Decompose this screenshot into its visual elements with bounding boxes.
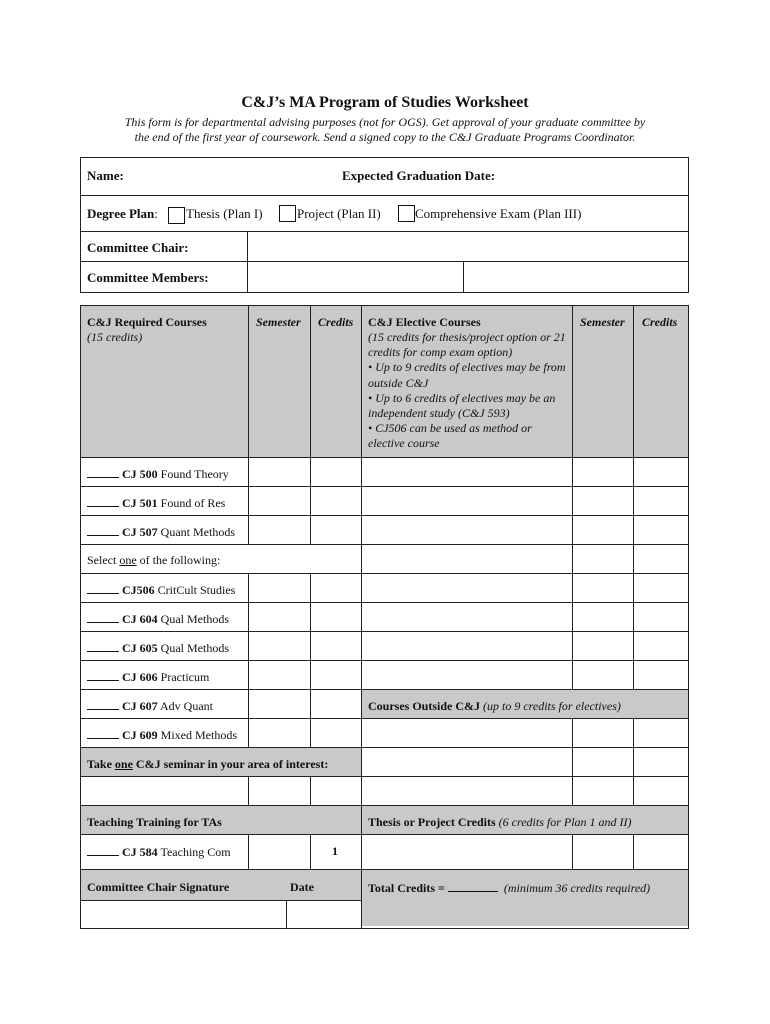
check-blank[interactable] xyxy=(87,495,119,507)
course-name: Teaching Com xyxy=(160,845,231,859)
elective-courses-title: C&J Elective Courses xyxy=(368,315,481,329)
select-one-instruction xyxy=(87,553,220,568)
elective-note: • CJ506 can be used as method or elective course xyxy=(368,421,532,451)
elective-notes xyxy=(368,330,568,452)
check-blank[interactable] xyxy=(87,466,119,478)
committee-chair-signature-label: Committee Chair Signature xyxy=(87,880,230,894)
thesis-title: Thesis or Project Credits xyxy=(368,815,496,829)
course-row-cj609 xyxy=(87,727,237,743)
signature-date-label: Date xyxy=(290,880,314,894)
seminar-prefix: Take xyxy=(87,757,115,771)
course-name: Quant Methods xyxy=(160,525,235,539)
elective-semester-header: Semester xyxy=(580,315,625,329)
course-row-cj606 xyxy=(87,669,209,685)
elective-note: (15 credits for thesis/project option or 21 credits for comp exam option) xyxy=(368,330,566,360)
course-name: CritCult Studies xyxy=(157,583,236,597)
total-label: Total Credits = xyxy=(368,881,445,895)
check-blank[interactable] xyxy=(87,611,119,623)
committee-chair-label: Committee Chair: xyxy=(87,240,189,255)
check-blank[interactable] xyxy=(87,698,119,710)
required-courses-title: C&J Required Courses xyxy=(87,315,207,329)
seminar-instruction xyxy=(87,757,328,772)
elective-credits-header: Credits xyxy=(642,315,678,329)
intro-text xyxy=(100,115,670,145)
course-code: CJ 501 xyxy=(122,496,158,510)
page-title: C&J’s MA Program of Studies Worksheet xyxy=(241,94,529,111)
cj584-credits: 1 xyxy=(332,844,338,858)
degree-plan-label xyxy=(87,206,158,222)
course-name: Qual Methods xyxy=(160,641,229,655)
course-name: Qual Methods xyxy=(160,612,229,626)
course-name: Adv Quant xyxy=(160,699,214,713)
required-semester-header: Semester xyxy=(256,315,301,329)
thesis-project-credits-header xyxy=(368,815,632,830)
required-credits-header: Credits xyxy=(318,315,354,329)
thesis-note: (6 credits for Plan 1 and II) xyxy=(498,815,632,829)
select-prefix: Select xyxy=(87,553,120,567)
course-row-cj607 xyxy=(87,698,213,714)
outside-note: (up to 9 credits for electives) xyxy=(483,699,621,713)
course-code: CJ 604 xyxy=(122,612,158,626)
check-blank[interactable] xyxy=(87,727,119,739)
degree-plan-text: Degree Plan xyxy=(87,206,155,221)
course-row-cj605 xyxy=(87,640,229,656)
committee-member-field-1[interactable] xyxy=(249,263,462,291)
committee-member-field-2[interactable] xyxy=(465,263,687,291)
signature-date-field[interactable] xyxy=(288,902,360,927)
course-row-cj604 xyxy=(87,611,229,627)
project-option-label: Project (Plan II) xyxy=(297,206,381,221)
thesis-option-label: Thesis (Plan I) xyxy=(186,206,263,221)
course-row-cj584 xyxy=(87,844,231,860)
thesis-checkbox[interactable] xyxy=(168,207,185,224)
degree-plan-colon: : xyxy=(154,206,158,221)
committee-members-label: Committee Members: xyxy=(87,270,209,285)
signature-field[interactable] xyxy=(82,902,285,927)
committee-chair-field[interactable] xyxy=(249,233,687,260)
total-credits xyxy=(368,880,650,896)
course-row-cj506 xyxy=(87,582,235,598)
check-blank[interactable] xyxy=(87,582,119,594)
course-row-cj501 xyxy=(87,495,225,511)
elective-note: • Up to 6 credits of electives may be an independent study (C&J 593) xyxy=(368,390,556,421)
comp-exam-option-label: Comprehensive Exam (Plan III) xyxy=(415,206,582,221)
comp-exam-checkbox[interactable] xyxy=(398,205,415,222)
required-credits-note: (15 credits) xyxy=(87,330,143,344)
course-name: Found of Res xyxy=(160,496,226,510)
course-name: Practicum xyxy=(160,670,210,684)
select-one-word: one xyxy=(119,553,137,567)
course-code: CJ 584 xyxy=(122,845,158,859)
intro-line-2: the end of the first year of coursework. Send a signed copy to the C&J Graduate Programs Coordinator. xyxy=(134,130,636,144)
select-suffix: of the following: xyxy=(136,553,221,567)
course-row-cj500 xyxy=(87,466,229,482)
check-blank[interactable] xyxy=(87,640,119,652)
project-checkbox[interactable] xyxy=(279,205,296,222)
outside-title: Courses Outside C&J xyxy=(368,699,481,713)
course-row-cj507 xyxy=(87,524,235,540)
course-code: CJ 607 xyxy=(122,699,158,713)
course-code: CJ 500 xyxy=(122,467,158,481)
course-code: CJ 606 xyxy=(122,670,158,684)
course-name: Mixed Methods xyxy=(160,728,238,742)
course-code: CJ 507 xyxy=(122,525,158,539)
intro-line-1: This form is for departmental advising purposes (not for OGS). Get approval of your graduate committee by xyxy=(124,115,646,129)
name-label: Name: xyxy=(87,168,124,183)
grad-date-label: Expected Graduation Date: xyxy=(342,168,496,183)
elective-note: • Up to 9 credits of electives may be from outside C&J xyxy=(368,360,566,390)
check-blank[interactable] xyxy=(87,524,119,536)
course-code: CJ506 xyxy=(122,583,155,597)
courses-outside-header xyxy=(368,699,621,714)
check-blank[interactable] xyxy=(87,844,119,856)
total-shading xyxy=(361,870,688,926)
course-code: CJ 605 xyxy=(122,641,158,655)
course-name: Found Theory xyxy=(160,467,229,481)
seminar-one-word: one xyxy=(114,757,133,771)
seminar-suffix: C&J seminar in your area of interest: xyxy=(132,757,329,771)
check-blank[interactable] xyxy=(87,669,119,681)
course-code: CJ 609 xyxy=(122,728,158,742)
teaching-training-title: Teaching Training for TAs xyxy=(87,815,222,829)
total-credits-blank[interactable] xyxy=(448,880,498,892)
total-note: (minimum 36 credits required) xyxy=(503,881,651,895)
